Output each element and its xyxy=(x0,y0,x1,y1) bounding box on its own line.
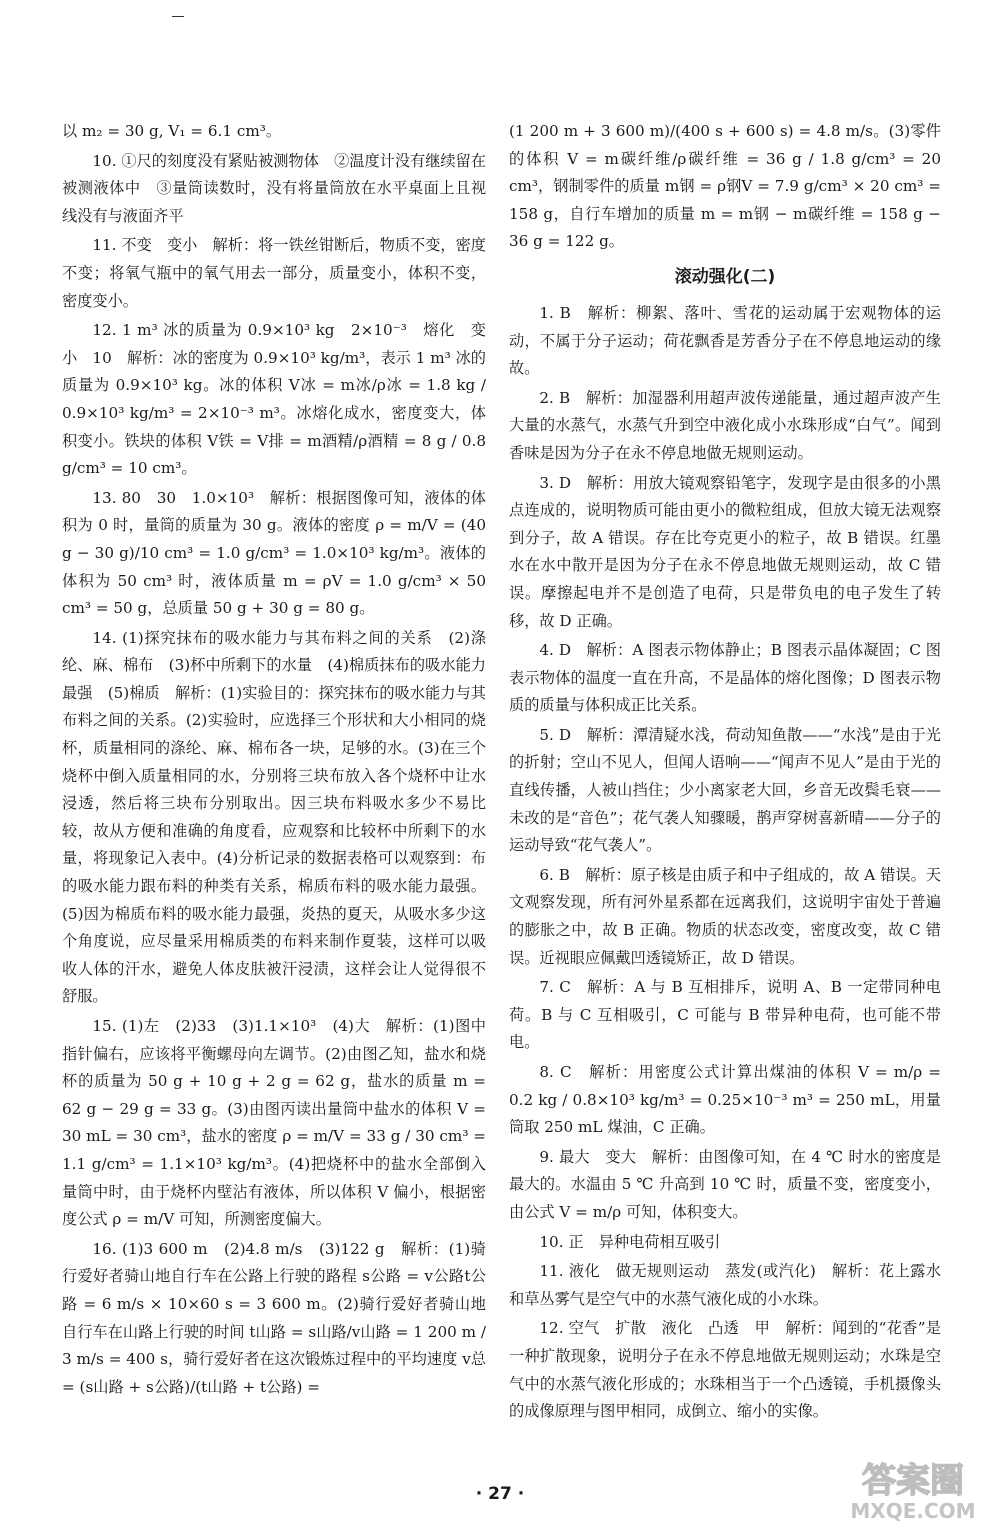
section-heading: 滚动强化(二) xyxy=(674,266,776,287)
answer-paragraph: 7. C 解析：A 与 B 互相排斥，说明 A、B 一定带同种电荷。B 与 C 互相吸引，C 可能与 B 带异种电荷，也可能不带电。 xyxy=(509,978,941,1052)
answer-paragraph: 16. (1)3 600 m (2)4.8 m/s (3)122 g 解析：(1)骑行爱好者骑山地自行车在公路上行驶的路程 s公路 = v公路t公路 = 6 m/s × 10×60 s = 3 600 m。(2)骑行爱好者骑山地自行车在山路上行驶的时间 t山路 = s山路/v山路 = 1 200 m / 3 m/s = 400 s，骑行爱好者在这次锻炼过程中的平均速度 v总 = (s山路 + s公路)/(t山路 + t公路) = xyxy=(62,1239,486,1396)
right-column-answers xyxy=(509,300,941,1426)
header-mark xyxy=(172,16,184,17)
answer-paragraph: 8. C 解析：用密度公式计算出煤油的体积 V = m/ρ = 0.2 kg / 0.8×10³ kg/m³ = 0.25×10⁻³ m³ = 250 mL，用量筒取 250 mL 煤油，C 正确。 xyxy=(509,1063,941,1137)
answer-paragraph: 9. 最大 变大 解析：由图像可知，在 4 ℃ 时水的密度是最大的。水温由 5 ℃ 升高到 10 ℃ 时，质量不变，密度变小，由公式 V = m/ρ 可知，体积变大。 xyxy=(509,1147,941,1221)
answer-paragraph: 5. D 解析：潭清疑水浅，荷动知鱼散——“水浅”是由于光的折射；空山不见人，但闻人语响——“闻声不见人”是由于光的直线传播，人被山挡住；少小离家老大回，乡音无改鬓毛衰——未改的是“音色”；花气袭人知骤暖，鹊声穿树喜新晴——分子的运动导致“花气袭人”。 xyxy=(509,725,941,855)
watermark-logo xyxy=(838,1452,988,1524)
right-column-continuation xyxy=(509,118,941,256)
answer-paragraph: 13. 80 30 1.0×10³ 解析：根据图像可知，液体的体积为 0 时，量筒的质量为 30 g。液体的密度 ρ = m/V = (40 g − 30 g)/10 cm³ = 1.0 g/cm³ = 1.0×10³ kg/m³。液体的体积为 50 cm³ 时，液体质量 m = ρV = 1.0 g/cm³ × 50 cm³ = 50 g，总质量 50 g + 30 g = 80 g。 xyxy=(62,488,486,618)
answer-paragraph: 10. ①尺的刻度没有紧贴被测物体 ②温度计没有继续留在被测液体中 ③量筒读数时，没有将量筒放在水平桌面上且视线没有与液面齐平 xyxy=(62,151,486,225)
answer-paragraph: 11. 不变 变小 解析：将一铁丝钳断后，物质不变，密度不变；将氧气瓶中的氧气用去一部分，质量变小，体积不变，密度变小。 xyxy=(62,236,486,310)
answer-paragraph: 以 m₂ = 30 g, V₁ = 6.1 cm³。 xyxy=(62,122,282,140)
watermark-text: 答案圈 xyxy=(862,1461,964,1501)
answer-paragraph: 12. 1 m³ 冰的质量为 0.9×10³ kg 2×10⁻³ 熔化 变小 10 解析：冰的密度为 0.9×10³ kg/m³，表示 1 m³ 冰的质量为 0.9×10³ kg。冰的体积 V冰 = m冰/ρ冰 = 1.8 kg / 0.9×10³ kg/m³ = 2×10⁻³ m³。冰熔化成水，密度变大，体积变小。铁块的体积 V铁 = V排 = m酒精/ρ酒精 = 8 g / 0.8 g/cm³ = 10 cm³。 xyxy=(62,321,486,478)
right-column xyxy=(509,118,941,1428)
answer-paragraph: 1. B 解析：柳絮、落叶、雪花的运动属于宏观物体的运动，不属于分子运动；荷花飘香是芳香分子在不停息地运动的缘故。 xyxy=(509,303,941,378)
left-column xyxy=(62,118,486,1403)
answer-paragraph: 15. (1)左 (2)33 (3)1.1×10³ (4)大 解析：(1)图中指针偏右，应该将平衡螺母向左调节。(2)由图乙知，盐水和烧杯的质量为 50 g + 10 g + 2 g = 62 g，盐水的质量 m = 62 g − 29 g = 33 g。(3)由图丙读出量筒中盐水的体积 V = 30 mL = 30 cm³，盐水的密度 ρ = m/V = 33 g / 30 cm³ = 1.1 g/cm³ = 1.1×10³ kg/m³。(4)把烧杯中的盐水全部倒入量筒中时，由于烧杯内壁沾有液体，所以体积 V 偏小，根据密度公式 ρ = m/V 可知，所测密度偏大。 xyxy=(62,1017,486,1229)
answer-paragraph: (1 200 m + 3 600 m)/(400 s + 600 s) = 4.8 m/s。(3)零件的体积 V = m碳纤维/ρ碳纤维 = 36 g / 1.8 g/cm³ = 20 cm³，钢制零件的质量 m钢 = ρ钢V = 7.9 g/cm³ × 20 cm³ = 158 g，自行车增加的质量 m = m钢 − m碳纤维 = 158 g − 36 g = 122 g。 xyxy=(509,122,941,251)
page-number: · 27 · xyxy=(475,1484,525,1504)
watermark-url: MXQE.COM xyxy=(850,1499,976,1523)
answer-paragraph: 2. B 解析：加湿器利用超声波传递能量，通过超声波产生大量的水蒸气，水蒸气升到空中液化成小水珠形成“白气”。闻到香味是因为分子在永不停息地做无规则运动。 xyxy=(509,388,941,462)
answer-paragraph: 3. D 解析：用放大镜观察铅笔字，发现字是由很多的小黑点连成的，说明物质可能由更小的微粒组成，但放大镜无法观察到分子，故 A 错误。存在比夸克更小的粒子，故 B 错误。红墨水在水中散开是因为分子在永不停息地做无规则运动，故 C 错误。摩擦起电并不是创造了电荷，只是带负电的电子发生了转移，故 D 正确。 xyxy=(509,473,941,630)
answer-paragraph: 14. (1)探究抹布的吸水能力与其布料之间的关系 (2)涤纶、麻、棉布 (3)杯中所剩下的水量 (4)棉质抹布的吸水能力最强 (5)棉质 解析：(1)实验目的：探究抹布的吸水能力与其布料之间的关系。(2)实验时，应选择三个形状和大小相同的烧杯，质量相同的涤纶、麻、棉布各一块，足够的水。(3)在三个烧杯中倒入质量相同的水，分别将三块布放入各个烧杯中让水浸透，然后将三块布分别取出。因三块布料吸水多少不易比较，故从方便和准确的角度看，应观察和比较杯中所剩下的水量，将现象记入表中。(4)分析记录的数据表格可以观察到：布的吸水能力跟布料的种类有关系，棉质布料的吸水能力最强。(5)因为棉质布料的吸水能力最强，炎热的夏天，从吸水多少这个角度说，应尽量采用棉质类的布料来制作夏装，这样可以吸收人体的汗水，避免人体皮肤被汗浸渍，这样会让人觉得很不舒服。 xyxy=(62,628,486,1006)
answer-paragraph: 11. 液化 做无规则运动 蒸发(或汽化) 解析：花上露水和草丛雾气是空气中的水蒸气液化成的小水珠。 xyxy=(509,1262,941,1308)
answer-paragraph: 12. 空气 扩散 液化 凸透 甲 解析：闻到的“花香”是一种扩散现象，说明分子在永不停息地做无规则运动；水珠是空气中的水蒸气液化形成的；水珠相当于一个凸透镜，手机摄像头的成像原理与图甲相同，成倒立、缩小的实像。 xyxy=(509,1319,941,1421)
answer-paragraph: 6. B 解析：原子核是由质子和中子组成的，故 A 错误。天文观察发现，所有河外星系都在远离我们，这说明宇宙处于普遍的膨胀之中，故 B 正确。物质的状态改变，密度改变，故 C 错误。近视眼应佩戴凹透镜矫正，故 D 错误。 xyxy=(509,865,941,967)
answer-paragraph: 10. 正 异种电荷相互吸引 xyxy=(539,1232,721,1251)
answer-paragraph: 4. D 解析：A 图表示物体静止；B 图表示晶体凝固；C 图表示物体的温度一直在升高，不是晶体的熔化图像；D 图表示物质的质量与体积成正比关系。 xyxy=(509,641,941,715)
